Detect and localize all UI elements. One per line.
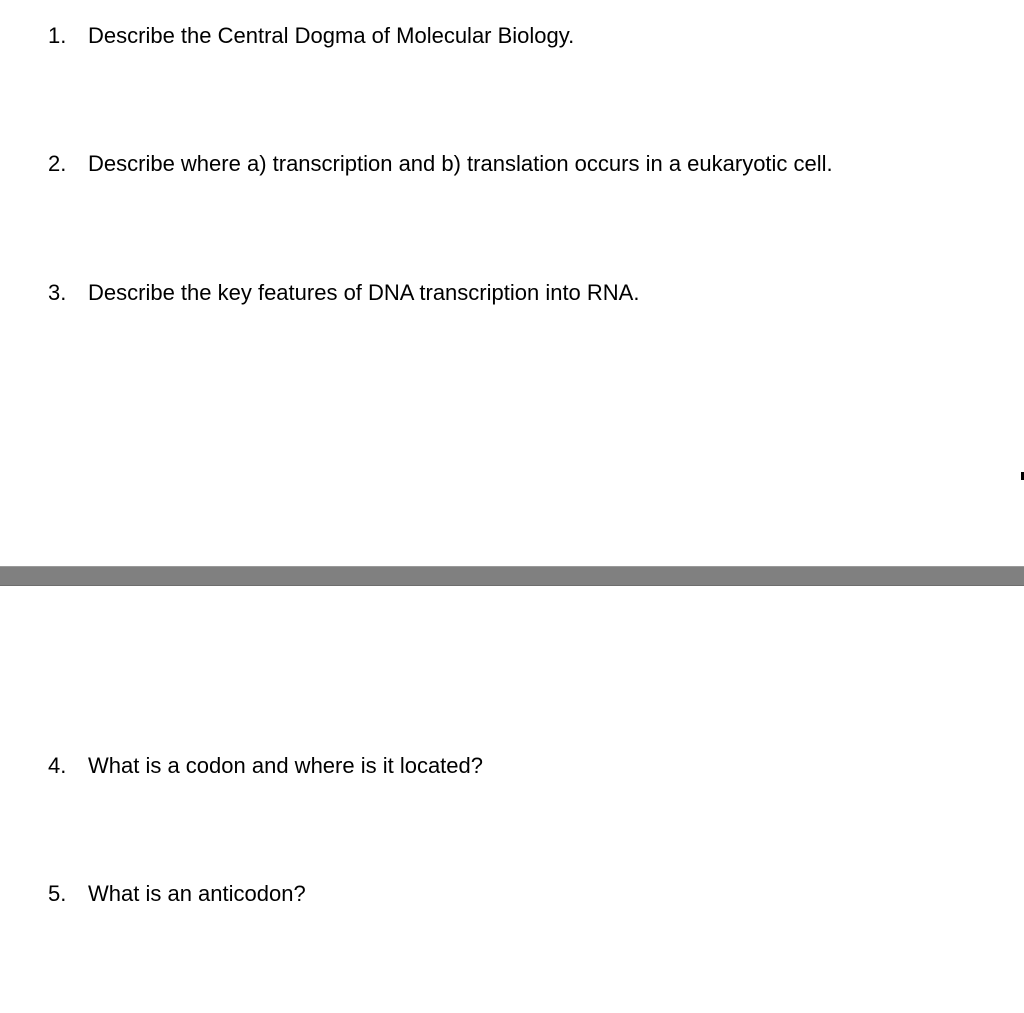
question-2 [48,150,833,178]
question-number: 5. [48,881,67,906]
question-number: 2. [48,151,67,176]
question-text: Describe the key features of DNA transcription into RNA. [88,280,640,305]
question-text: What is a codon and where is it located? [88,753,484,778]
page-separator [0,566,1024,586]
question-1 [48,22,574,50]
question-number: 3. [48,280,67,305]
question-text: Describe the Central Dogma of Molecular Biology. [88,23,575,48]
question-number: 1. [48,23,67,48]
question-text: What is an anticodon? [88,881,306,906]
question-text: Describe where a) transcription and b) translation occurs in a eukaryotic cell. [88,151,833,176]
question-4 [48,752,483,780]
question-3 [48,279,639,307]
question-number: 4. [48,753,67,778]
question-5 [48,880,306,908]
